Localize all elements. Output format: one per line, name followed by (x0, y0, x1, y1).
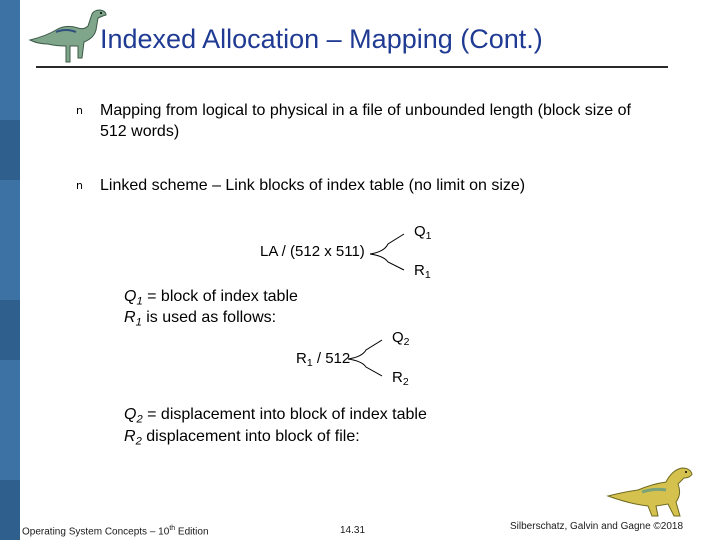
bullet-marker: n (76, 104, 83, 117)
dinosaur-logo-icon (606, 462, 710, 518)
diagram2-quotient: $Q_2$ (392, 329, 410, 349)
q1-description-line2: $R_1$ is used as follows: (124, 309, 277, 329)
diagram1-expression: LA / (512 x 511) (260, 243, 365, 260)
bullet-marker: n (76, 179, 83, 192)
slide-title: Indexed Allocation – Mapping (Cont.) (100, 24, 543, 54)
footer-book-title: Operating System Concepts – 10th Edition (22, 525, 209, 538)
bullet-text: Linked scheme – Link blocks of index table (no limit on size) (100, 177, 526, 194)
q2-description-line1: $Q_2$ = displacement into block of index table (124, 406, 427, 426)
q1-description-line1: $Q_1$ = block of index table (124, 288, 298, 308)
diagram1-quotient: $Q_1$ (414, 223, 432, 243)
bullet-text: Mapping from logical to physical in a file of unbounded length (block size of 512 words) (100, 102, 631, 140)
diagram2-expression: $R_1 / 512$ (296, 350, 351, 370)
diagram1-remainder: $R_1$ (414, 262, 431, 282)
q2-description-line2: $R_2$ displacement into block of file: (124, 428, 360, 448)
diagram2-remainder: $R_2$ (392, 369, 409, 389)
footer-slide-number: 14.31 (340, 525, 366, 536)
footer-authors: Silberschatz, Galvin and Gagne ©2018 (510, 521, 684, 532)
